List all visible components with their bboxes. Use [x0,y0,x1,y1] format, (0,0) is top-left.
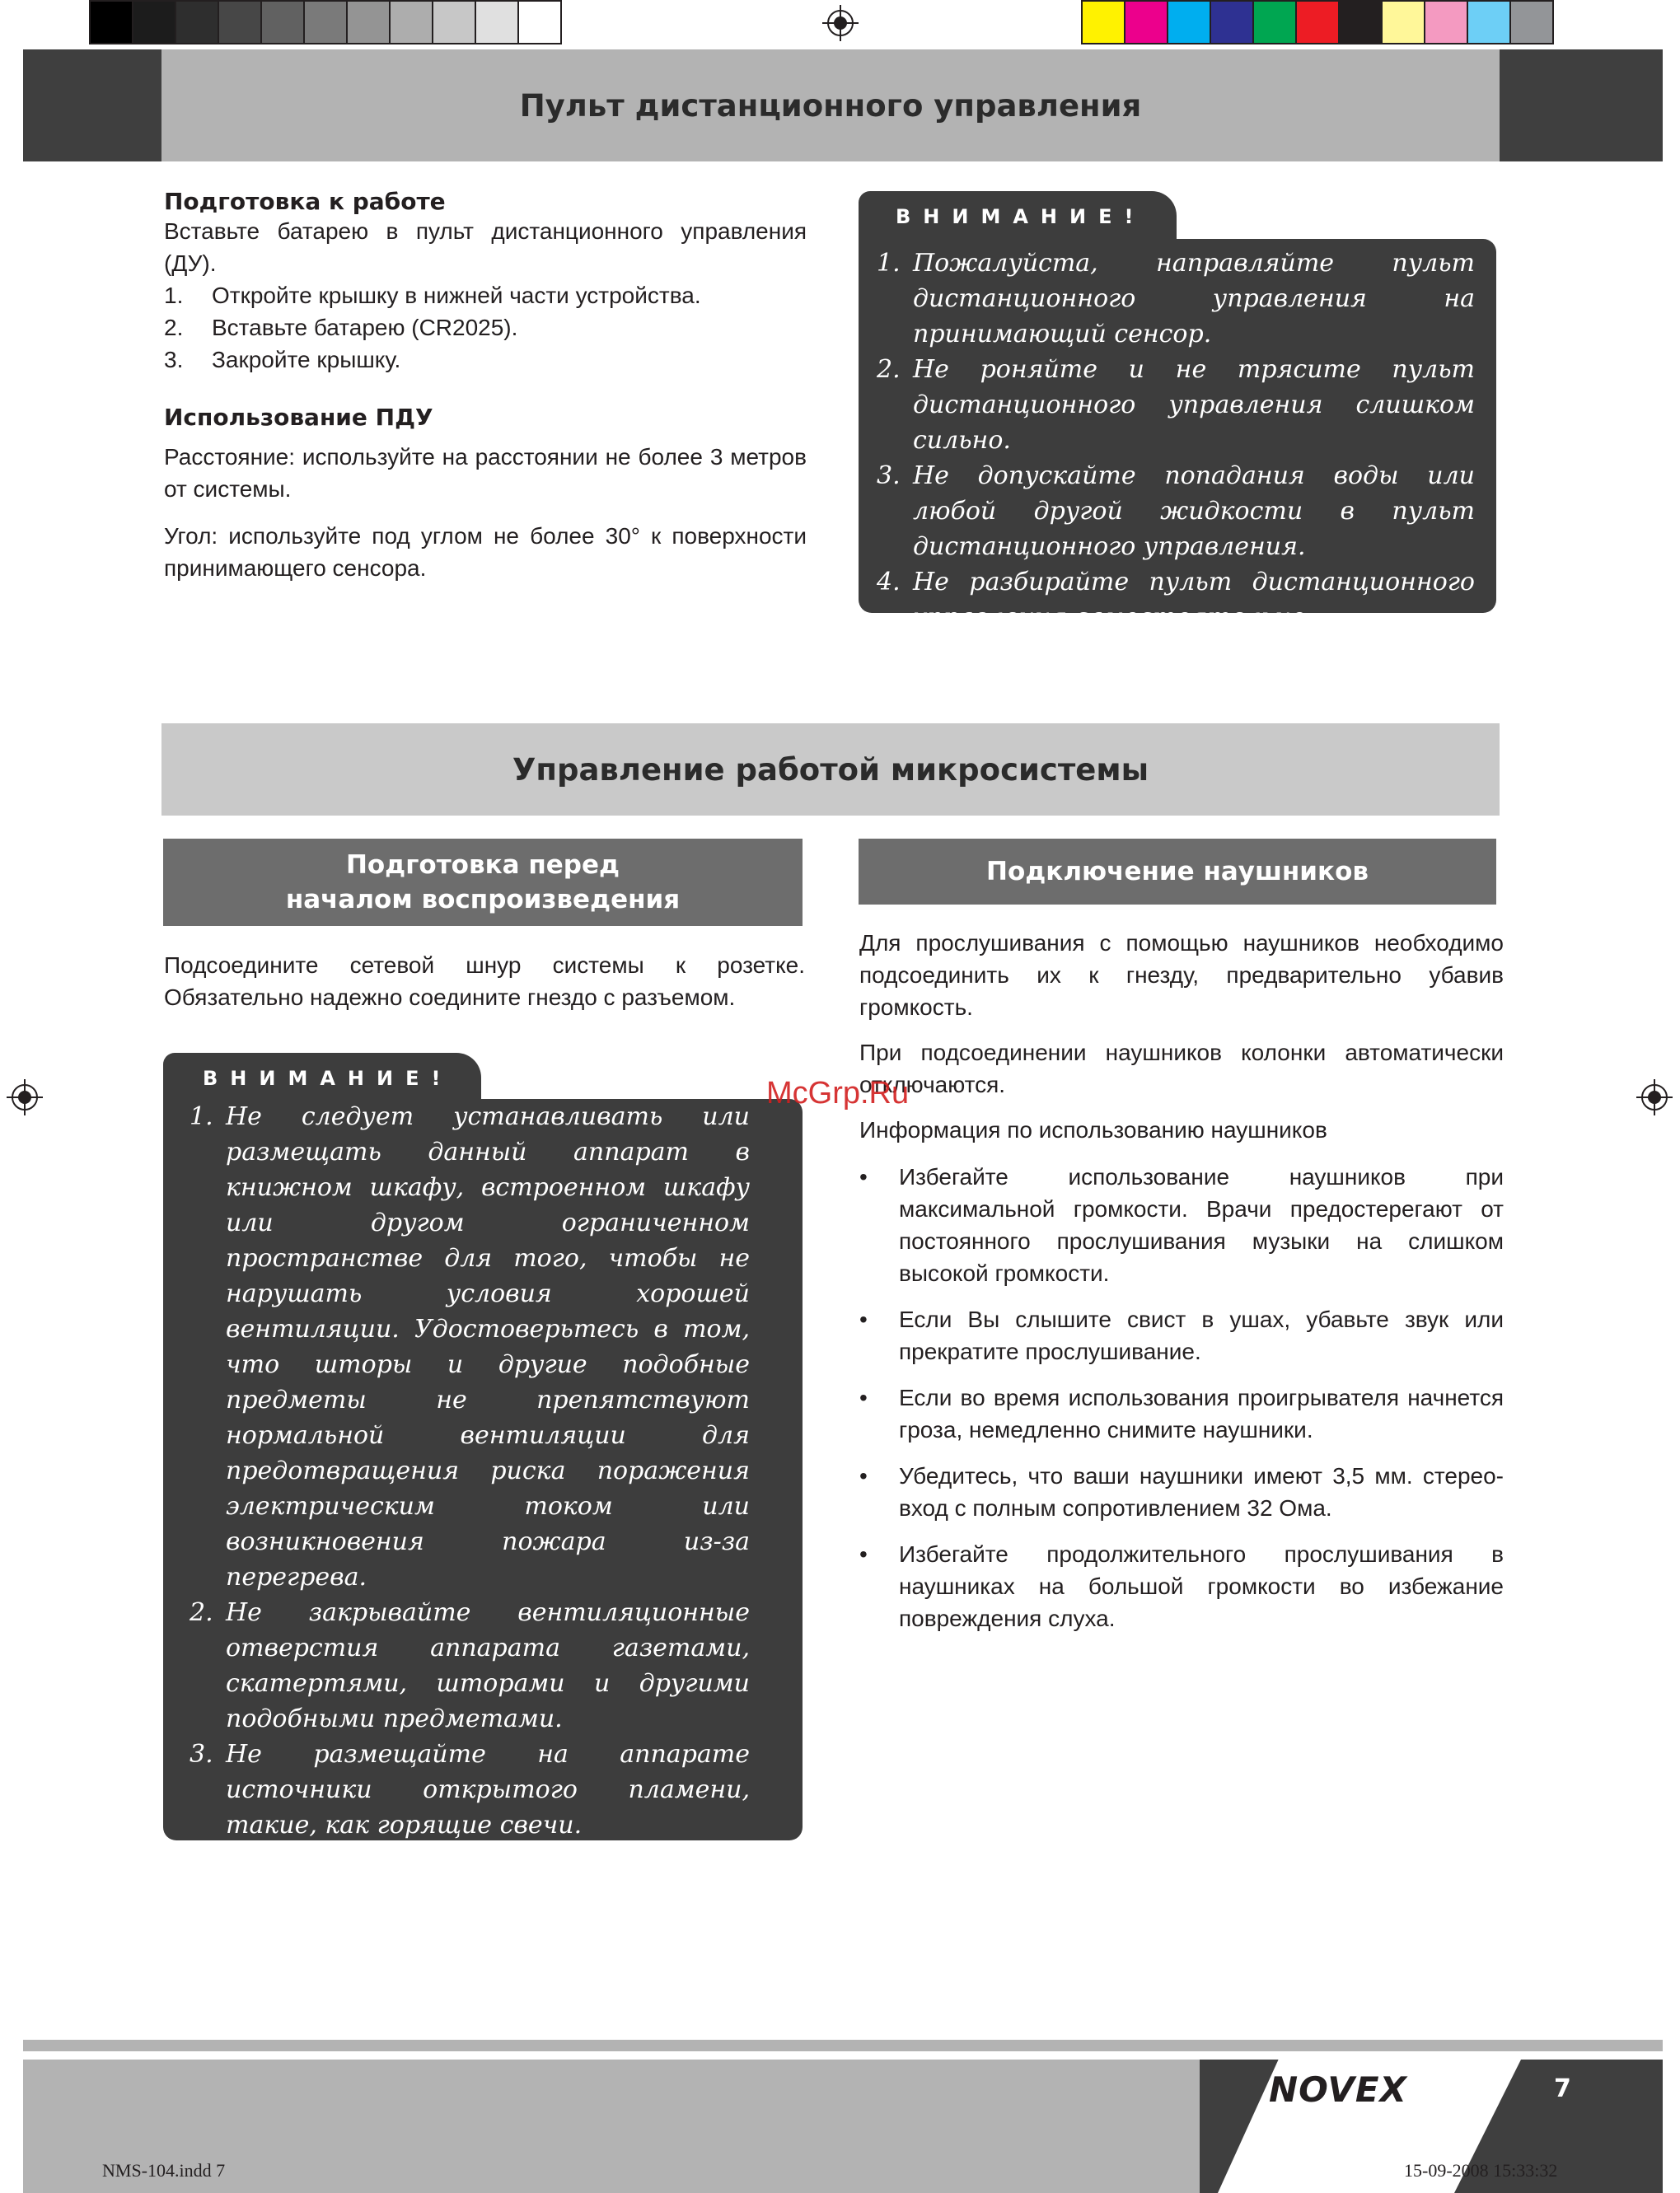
color-swatch [432,0,476,44]
list-item: 3. Не размещайте на аппарате источники открытого пламени, такие, как горящие свечи. [190,1740,750,1840]
list-item: 2. Вставьте батарею (CR2025). [164,315,518,340]
list-item: 1. Пожалуйста, направляйте пульт дистанционного управления на принимающий сенсор. [877,249,1475,348]
headphones-bullets [859,1161,1504,1634]
color-swatch [1509,0,1554,44]
novex-logo: NOVEX [1269,2069,1407,2110]
date-slug: 15-09-2008 15:33:32 [1404,2160,1558,2181]
warning-box-placement [163,1099,803,1946]
list-item: • Если во время использования проигрывателя начнется гроза, немедленно снимите наушники. [859,1385,1504,1443]
prep-heading: Подготовка к работе [164,188,446,215]
grayscale-swatches [89,0,562,48]
usage-angle: Угол: используйте под углом не более 30° к поверхности принимающего сенсора. [164,523,807,581]
list-item: 3. Не допускайте попадания воды или любой другой жидкости в пульт дистанционного управления. [877,461,1475,561]
headphones-heading: Подключение наушников [859,839,1496,905]
color-swatch [1381,0,1425,44]
headphones-p1: Для прослушивания с помощью наушников необходимо подсоединить их к гнезду, предварительно убавив громкость. [859,930,1504,1020]
color-swatch [1167,0,1211,44]
headphones-p2: При подсоединении наушников колонки автоматически отключаются. [859,1040,1504,1097]
page-number: 7 [1554,2074,1571,2103]
prep-steps [164,279,807,376]
color-swatch [1081,0,1125,44]
color-swatch [89,0,133,44]
list-item: 3. Закройте крышку. [164,347,401,372]
color-swatch [1424,0,1468,44]
list-item: • Избегайте продолжительного прослушивания в наушниках на большой громкости во избежание повреждения слуха. [859,1541,1504,1631]
color-swatch [1338,0,1383,44]
color-swatch [260,0,305,44]
color-swatch [175,0,219,44]
usage-heading: Использование ПДУ [164,404,433,431]
playback-heading: Подготовка перед началом воспроизведения [163,839,803,926]
warning-box-remote [859,239,1496,632]
prep-intro: Вставьте батарею в пульт дистанционного управления (ДУ). [164,218,807,276]
color-swatch [346,0,391,44]
section-title: Управление работой микросистемы [161,723,1500,816]
registration-mark-icon [1636,1079,1673,1115]
page-title: Пульт дистанционного управления [161,49,1500,161]
color-swatch [132,0,176,44]
color-swatches [1081,0,1554,48]
color-swatch [303,0,348,44]
list-item: 4. Не разбирайте пульт дистанционного управления самостоятельно. [877,568,1475,632]
warning-label: ВНИМАНИЕ! [163,1053,481,1104]
warning-label: ВНИМАНИЕ! [859,191,1177,242]
warning-list [190,1099,750,1949]
color-swatch [1467,0,1511,44]
color-swatch [1252,0,1297,44]
list-item: 1. Не следует устанавливать или размещать данный аппарат в книжном шкафу, встроенном шкафу или другом ограниченном пространстве для того, чтобы не нарушать условия хорошей вентиляции. Удостоверьтесь в том, что шторы и другие подобные предметы не препятствуют нормальной вентиляции для предотвращения риска поражения электрическим током или возникновения пожара из-за перегрева. [190,1102,750,1592]
list-item: • Убедитесь, что ваши наушники имеют 3,5 мм. стерео-вход с полным сопротивлением 32 Ома. [859,1463,1504,1521]
registration-mark-icon [7,1079,43,1115]
list-item: • Если Вы слышите свист в ушах, убавьте звук или прекратите прослушивание. [859,1307,1504,1364]
file-slug: NMS-104.indd 7 [102,2160,226,2181]
watermark: McGrp.Ru [766,1076,910,1111]
registration-mark-icon [822,5,859,41]
warning-list [877,245,1475,635]
list-item: 2. Не роняйте и не трясите пульт дистанционного управления слишком сильно. [877,355,1475,455]
usage-distance: Расстояние: используйте на расстоянии не более 3 метров от системы. [164,444,807,502]
color-swatch [517,0,562,44]
color-swatch [1124,0,1168,44]
header-band-right [1500,49,1663,161]
list-item: 4. Этот аппарат предназначен для использования в климате средней полосы. [190,1846,750,1946]
color-swatch [218,0,262,44]
color-swatch [389,0,433,44]
color-swatch [475,0,519,44]
list-item: • Избегайте использование наушников при максимальной громкости. Врачи предостерегают от постоянного прослушивания музыки на слишком высокой громкости. [859,1164,1504,1286]
headphones-section [859,927,1504,1648]
headphones-p3: Информация по использованию наушников [859,1117,1327,1143]
header-band-left [23,49,161,161]
color-swatch [1210,0,1254,44]
prep-section [164,188,807,584]
list-item: 2. Не закрывайте вентиляционные отверстия аппарата газетами, скатертями, шторами и другими подобными предметами. [190,1598,750,1733]
list-item: 1. Откройте крышку в нижней части устройства. [164,283,701,308]
playback-text: Подсоедините сетевой шнур системы к розетке. Обязательно надежно соедините гнездо с разъемом. [164,952,805,1010]
color-swatch [1295,0,1340,44]
footer-line [23,2040,1663,2051]
